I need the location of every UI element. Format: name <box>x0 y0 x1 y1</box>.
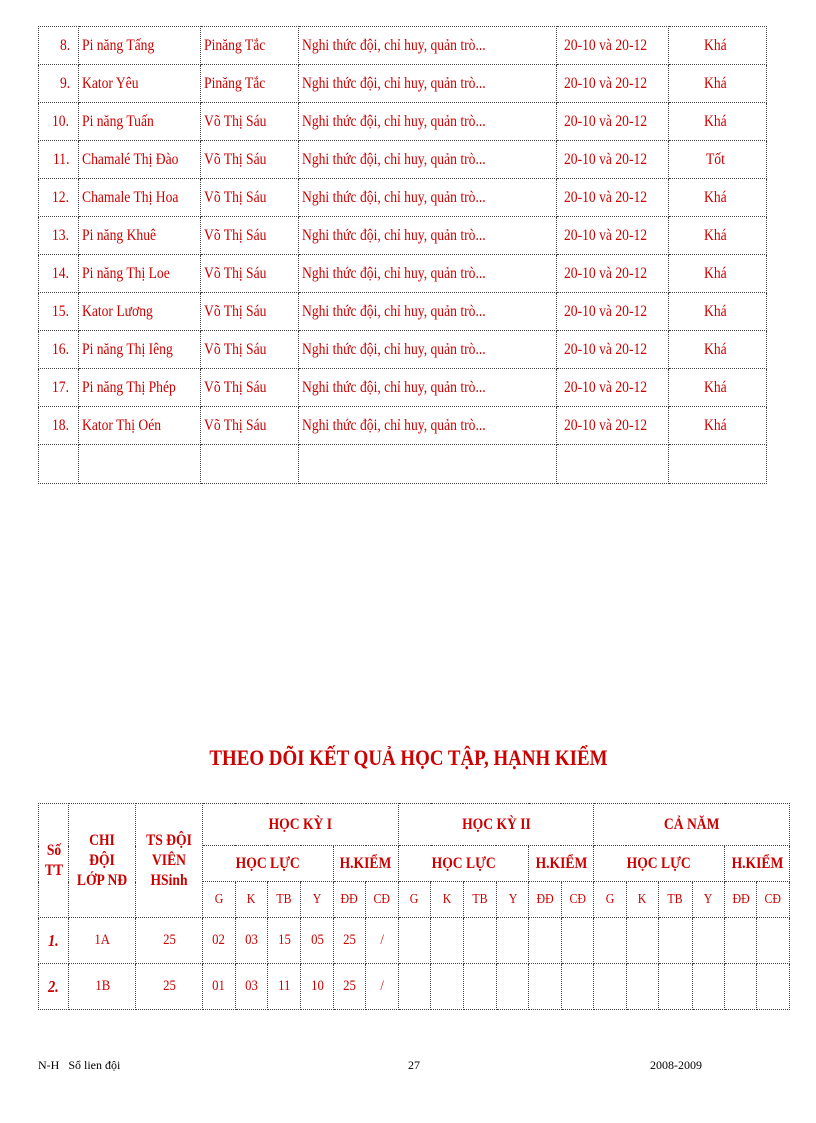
results-empty-cell <box>725 964 757 1010</box>
roster-empty-cell <box>669 445 767 484</box>
results-empty-cell <box>431 964 463 1010</box>
roster-unit: Võ Thị Sáu <box>201 331 299 369</box>
roster-unit: Võ Thị Sáu <box>201 255 299 293</box>
roster-training-content: Nghi thức đội, chỉ huy, quản trò... <box>299 141 557 179</box>
roster-unit: Pinăng Tắc <box>201 65 299 103</box>
roster-training-content: Nghi thức đội, chỉ huy, quản trò... <box>299 407 557 445</box>
header-term2-conduct: H.KIỂM <box>529 846 594 882</box>
roster-training-content: Nghi thức đội, chỉ huy, quản trò... <box>299 255 557 293</box>
results-total: 25 <box>136 964 203 1010</box>
results-empty-cell <box>626 964 658 1010</box>
roster-member-name: Kator Lương <box>79 293 201 331</box>
results-empty-cell <box>529 964 561 1010</box>
roster-unit: Võ Thị Sáu <box>201 179 299 217</box>
roster-row <box>39 27 767 65</box>
roster-member-name: Pi năng Tấng <box>79 27 201 65</box>
subheader-k: K <box>235 882 267 918</box>
subheader-dd: ĐĐ <box>529 882 561 918</box>
results-row <box>39 918 790 964</box>
subheader-tb: TB <box>267 882 300 918</box>
results-empty-cell <box>463 918 496 964</box>
results-total: 25 <box>136 918 203 964</box>
results-empty-cell <box>725 918 757 964</box>
results-empty-cell <box>692 964 724 1010</box>
roster-empty-cell <box>299 445 557 484</box>
roster-grade: Khá <box>669 407 767 445</box>
roster-grade: Khá <box>669 103 767 141</box>
roster-date: 20-10 và 20-12 <box>557 369 669 407</box>
roster-grade: Khá <box>669 65 767 103</box>
results-empty-cell <box>496 918 528 964</box>
results-term1-g: 02 <box>203 918 235 964</box>
roster-member-name: Pi năng Khuê <box>79 217 201 255</box>
roster-row <box>39 255 767 293</box>
results-term1-dd: 25 <box>333 964 365 1010</box>
roster-row <box>39 65 767 103</box>
roster-member-name: Pi năng Thị Iêng <box>79 331 201 369</box>
roster-number: 12. <box>39 179 79 217</box>
results-empty-cell <box>529 918 561 964</box>
roster-member-name: Pi năng Thị Phép <box>79 369 201 407</box>
results-empty-cell <box>561 964 593 1010</box>
footer-book-label: N-H Sổ lien đội <box>38 1058 121 1072</box>
roster-training-content: Nghi thức đội, chỉ huy, quản trò... <box>299 217 557 255</box>
results-class: 1B <box>69 964 136 1010</box>
roster-training-content: Nghi thức đội, chỉ huy, quản trò... <box>299 331 557 369</box>
roster-training-content: Nghi thức đội, chỉ huy, quản trò... <box>299 293 557 331</box>
results-term1-y: 05 <box>301 918 333 964</box>
roster-row <box>39 179 767 217</box>
results-term1-g: 01 <box>203 964 235 1010</box>
roster-number: 9. <box>39 65 79 103</box>
results-term1-tb: 11 <box>267 964 300 1010</box>
roster-member-name: Chamalé Thị Đào <box>79 141 201 179</box>
roster-number: 11. <box>39 141 79 179</box>
roster-row <box>39 407 767 445</box>
roster-unit: Pinăng Tắc <box>201 27 299 65</box>
roster-date: 20-10 và 20-12 <box>557 141 669 179</box>
roster-date: 20-10 và 20-12 <box>557 103 669 141</box>
roster-blank-row <box>39 445 767 484</box>
roster-member-name: Kator Thị Oén <box>79 407 201 445</box>
roster-row <box>39 141 767 179</box>
results-section-title <box>0 745 816 771</box>
results-term1-tb: 15 <box>267 918 300 964</box>
results-body <box>39 918 790 1010</box>
roster-date: 20-10 và 20-12 <box>557 331 669 369</box>
results-term1-dd: 25 <box>333 918 365 964</box>
subheader-y: Y <box>692 882 724 918</box>
results-row <box>39 964 790 1010</box>
header-term1-conduct: H.KIỂM <box>333 846 398 882</box>
roster-number: 13. <box>39 217 79 255</box>
roster-grade: Khá <box>669 293 767 331</box>
roster-row <box>39 293 767 331</box>
roster-date: 20-10 và 20-12 <box>557 179 669 217</box>
roster-date: 20-10 và 20-12 <box>557 27 669 65</box>
subheader-g: G <box>203 882 235 918</box>
subheader-tb: TB <box>463 882 496 918</box>
roster-number: 14. <box>39 255 79 293</box>
results-term1-cd: / <box>366 964 398 1010</box>
results-empty-cell <box>692 918 724 964</box>
results-empty-cell <box>626 918 658 964</box>
header-year-conduct: H.KIỂM <box>725 846 790 882</box>
roster-grade: Tốt <box>669 141 767 179</box>
results-empty-cell <box>757 964 790 1010</box>
results-empty-cell <box>463 964 496 1010</box>
roster-number: 15. <box>39 293 79 331</box>
member-roster-table <box>38 26 767 484</box>
subheader-dd: ĐĐ <box>725 882 757 918</box>
roster-grade: Khá <box>669 27 767 65</box>
results-empty-cell <box>496 964 528 1010</box>
roster-date: 20-10 và 20-12 <box>557 255 669 293</box>
roster-number: 10. <box>39 103 79 141</box>
roster-member-name: Kator Yêu <box>79 65 201 103</box>
roster-date: 20-10 và 20-12 <box>557 293 669 331</box>
roster-member-name: Chamale Thị Hoa <box>79 179 201 217</box>
subheader-k: K <box>431 882 463 918</box>
roster-grade: Khá <box>669 255 767 293</box>
subheader-dd: ĐĐ <box>333 882 365 918</box>
footer-page-number: 27 <box>408 1058 420 1072</box>
roster-empty-cell <box>557 445 669 484</box>
roster-empty-cell <box>79 445 201 484</box>
header-total: TS ĐỘI VIÊN HSinh <box>136 804 203 918</box>
header-row-terms <box>39 804 790 846</box>
results-table <box>38 803 790 1010</box>
subheader-g: G <box>594 882 626 918</box>
roster-unit: Võ Thị Sáu <box>201 103 299 141</box>
roster-row <box>39 103 767 141</box>
subheader-tb: TB <box>659 882 692 918</box>
header-term2: HỌC KỲ II <box>398 804 594 846</box>
results-term1-cd: / <box>366 918 398 964</box>
header-term1-academic: HỌC LỰC <box>203 846 334 882</box>
roster-training-content: Nghi thức đội, chỉ huy, quản trò... <box>299 103 557 141</box>
header-term1: HỌC KỲ I <box>203 804 399 846</box>
roster-unit: Võ Thị Sáu <box>201 407 299 445</box>
roster-number: 8. <box>39 27 79 65</box>
results-row-number: 1. <box>39 918 69 964</box>
results-empty-cell <box>594 964 626 1010</box>
subheader-cd: CĐ <box>757 882 790 918</box>
page-footer <box>38 1058 778 1076</box>
header-term2-academic: HỌC LỰC <box>398 846 529 882</box>
results-term1-k: 03 <box>235 964 267 1010</box>
roster-number: 16. <box>39 331 79 369</box>
footer-school-year: 2008-2009 <box>650 1058 702 1072</box>
header-year: CẢ NĂM <box>594 804 790 846</box>
roster-grade: Khá <box>669 331 767 369</box>
results-empty-cell <box>561 918 593 964</box>
roster-empty-cell <box>201 445 299 484</box>
roster-date: 20-10 và 20-12 <box>557 217 669 255</box>
results-empty-cell <box>398 918 430 964</box>
roster-number: 18. <box>39 407 79 445</box>
roster-number: 17. <box>39 369 79 407</box>
results-row-number: 2. <box>39 964 69 1010</box>
results-empty-cell <box>659 964 692 1010</box>
roster-row <box>39 217 767 255</box>
roster-training-content: Nghi thức đội, chỉ huy, quản trò... <box>299 179 557 217</box>
results-empty-cell <box>398 964 430 1010</box>
subheader-y: Y <box>301 882 333 918</box>
results-term1-y: 10 <box>301 964 333 1010</box>
results-class: 1A <box>69 918 136 964</box>
roster-date: 20-10 và 20-12 <box>557 65 669 103</box>
roster-unit: Võ Thị Sáu <box>201 217 299 255</box>
roster-row <box>39 369 767 407</box>
subheader-g: G <box>398 882 430 918</box>
header-year-academic: HỌC LỰC <box>594 846 725 882</box>
roster-grade: Khá <box>669 217 767 255</box>
roster-unit: Võ Thị Sáu <box>201 369 299 407</box>
results-empty-cell <box>431 918 463 964</box>
results-empty-cell <box>757 918 790 964</box>
roster-row <box>39 331 767 369</box>
roster-body <box>39 27 767 484</box>
roster-training-content: Nghi thức đội, chỉ huy, quản trò... <box>299 27 557 65</box>
results-empty-cell <box>594 918 626 964</box>
roster-date: 20-10 và 20-12 <box>557 407 669 445</box>
header-class: CHI ĐỘI LỚP NĐ <box>69 804 136 918</box>
results-empty-cell <box>659 918 692 964</box>
roster-unit: Võ Thị Sáu <box>201 293 299 331</box>
roster-grade: Khá <box>669 369 767 407</box>
subheader-y: Y <box>496 882 528 918</box>
results-title-text: THEO DÕI KẾT QUẢ HỌC TẬP, HẠNH KIỂM <box>208 745 608 770</box>
roster-training-content: Nghi thức đội, chỉ huy, quản trò... <box>299 369 557 407</box>
results-term1-k: 03 <box>235 918 267 964</box>
roster-member-name: Pi năng Thị Loe <box>79 255 201 293</box>
header-stt: Số TT <box>39 804 69 918</box>
roster-empty-cell <box>39 445 79 484</box>
subheader-cd: CĐ <box>366 882 398 918</box>
subheader-k: K <box>626 882 658 918</box>
roster-grade: Khá <box>669 179 767 217</box>
roster-training-content: Nghi thức đội, chỉ huy, quản trò... <box>299 65 557 103</box>
roster-unit: Võ Thị Sáu <box>201 141 299 179</box>
roster-member-name: Pi năng Tuấn <box>79 103 201 141</box>
subheader-cd: CĐ <box>561 882 593 918</box>
